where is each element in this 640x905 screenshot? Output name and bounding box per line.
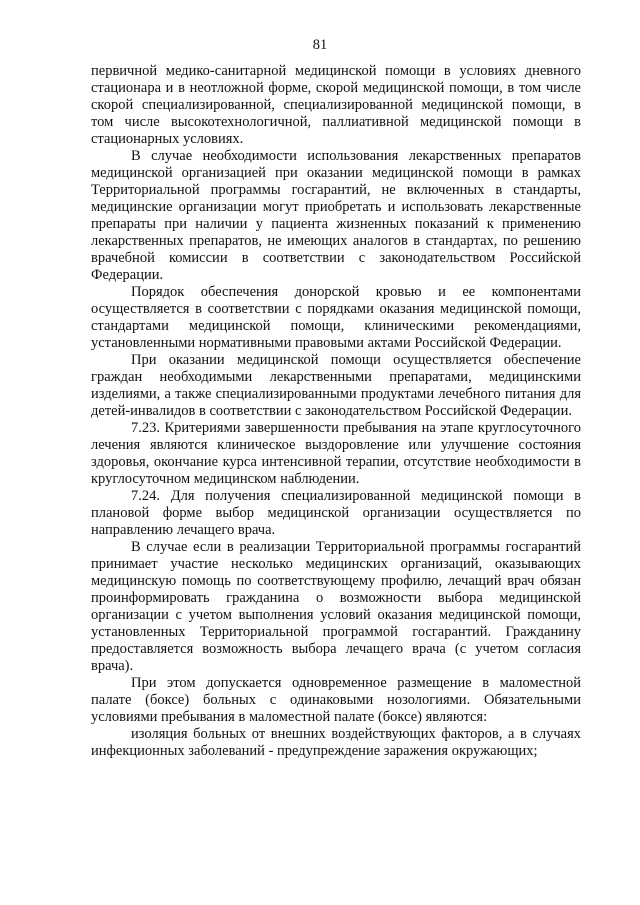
paragraph-7-23: 7.23. Критериями завершенности пребывания на этапе круглосуточного лечения являются клиническое выздоровление или улучшение состояния здоровья, окончание курса интенсивной терапии, отсутствие необходимости в круглосуточном медицинском наблюдении. — [91, 420, 581, 487]
paragraph-isolation: изоляция больных от внешних воздействующих факторов, а в случаях инфекционных заболеваний - предупреждение заражения окружающих; — [91, 726, 581, 759]
paragraph-7-24: 7.24. Для получения специализированной медицинской помощи в плановой форме выбор медицинской организации осуществляется по направлению лечащего врача. — [91, 488, 581, 538]
paragraph-medication-purchase: В случае необходимости использования лекарственных препаратов медицинской организацией при оказании медицинской помощи в рамках Территориальной программы госгарантий, не включенных в стандарты, медицинские организации могут приобретать и использовать лекарственные препараты при наличии у пациента жизненных показаний к применению лекарственных препаратов, не имеющих аналогов в стандартах, по решению врачебной комиссии в соответствии с законодательством Российской Федерации. — [91, 148, 581, 283]
page-number: 81 — [312, 37, 328, 53]
paragraph-donor-blood: Порядок обеспечения донорской кровью и ее компонентами осуществляется в соответствии с порядками оказания медицинской помощи, стандартами медицинской помощи, клиническими рекомендациями, установленными нормативными правовыми актами Российской Федерации. — [91, 284, 581, 351]
paragraph-small-ward: При этом допускается одновременное размещение в маломестной палате (боксе) больных с одинаковыми нозологиями. Обязательными условиями пребывания в маломестной палате (боксе) являются: — [91, 675, 581, 725]
paragraph-choice-of-organization: В случае если в реализации Территориальной программы госгарантий принимает участие несколько медицинских организаций, оказывающих медицинскую помощь по соответствующему профилю, лечащий врач обязан проинформировать гражданина о возможности выбора медицинской организации с учетом выполнения условий оказания медицинской помощи, установленных Территориальной программой госгарантий. Гражданину предоставляется возможность выбора лечащего врача (с учетом согласия врача). — [91, 539, 581, 674]
document-body — [91, 63, 581, 760]
paragraph-medication-provision: При оказании медицинской помощи осуществляется обеспечение граждан необходимыми лекарственными препаратами, медицинскими изделиями, а также специализированными продуктами лечебного питания для детей-инвалидов в соответствии с законодательством Российской Федерации. — [91, 352, 581, 419]
paragraph-continuation: первичной медико-санитарной медицинской помощи в условиях дневного стационара и в неотложной форме, скорой медицинской помощи, в том числе скорой специализированной, специализированной медицинской помощи, в том числе высокотехнологичной, паллиативной медицинской помощи в стационарных условиях. — [91, 63, 581, 147]
